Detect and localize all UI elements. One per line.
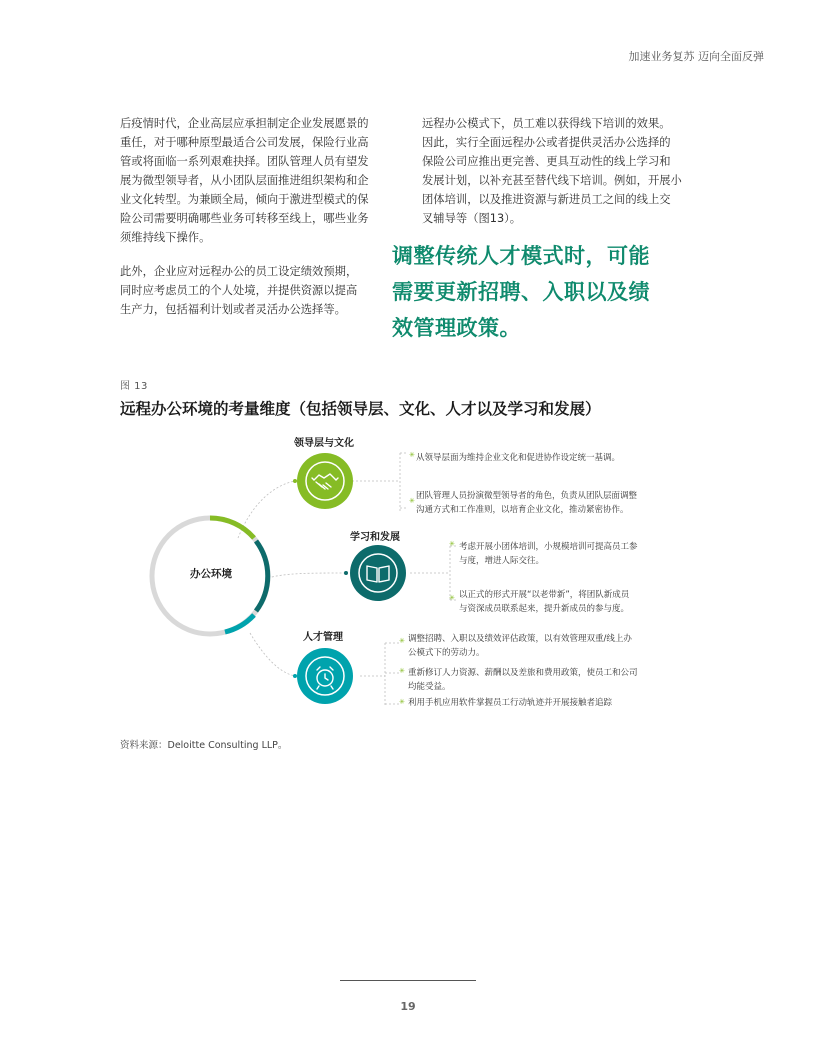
talent-note-3: 利用手机应用软件掌握员工行动轨迹并开展接触者追踪 xyxy=(408,698,613,708)
running-header: 加速业务复苏 迈向全面反弹 xyxy=(628,50,764,63)
svg-text:✳: ✳ xyxy=(449,594,455,602)
svg-text:✳: ✳ xyxy=(409,451,415,459)
talent-note-1: 调整招聘、入职以及绩效评估政策，以有效管理双重/线上办 公模式下的劳动力。 xyxy=(408,634,632,658)
dot-node-1 xyxy=(293,479,297,483)
svg-text:✳: ✳ xyxy=(399,637,405,645)
talent-management-label: 人才管理 xyxy=(303,632,343,643)
figure-title: 远程办公环境的考量维度（包括领导层、文化、人才以及学习和发展） xyxy=(120,400,601,418)
pull-quote: 调整传统人才模式时，可能 需要更新招聘、入职以及绩 效管理政策。 xyxy=(392,244,650,340)
remote-work-diagram xyxy=(110,428,710,728)
body-paragraph-left-2: 此外，企业应对远程办公的员工设定绩效预期， 同时应考虑员工的个人处境，并提供资源以提高 生产力，包括福利计划或者灵活办公选择等。 xyxy=(120,265,358,316)
leadership-culture-label: 领导层与文化 xyxy=(294,438,354,449)
ring-segment-green xyxy=(210,518,254,538)
leadership-note-2: 团队管理人员扮演微型领导者的角色，负责从团队层面调整 沟通方式和工作准则，以培育企业文化，推动紧密协作。 xyxy=(416,491,638,515)
dot-node-3 xyxy=(293,674,297,678)
svg-text:✳: ✳ xyxy=(409,497,415,505)
center-label: 办公环境 xyxy=(190,568,232,580)
dot-node-2 xyxy=(344,571,348,575)
footer-divider xyxy=(340,980,476,981)
leadership-note-1: 从领导层面为维持企业文化和促进协作设定统一基调。 xyxy=(416,453,621,463)
svg-text:✳: ✳ xyxy=(449,540,455,548)
ring-segment-teal-dark xyxy=(256,541,268,611)
page-number: 19 xyxy=(400,1000,416,1013)
body-paragraph-right: 远程办公模式下，员工难以获得线下培训的效果。 因此，实行全面远程办公或者提供灵活办公选择的 保险公司应推出更完善、更具互动性的线上学习和 发展计划，以补充甚至替代线下培训。例如，开展小 团体培训，以及推进资源与新进员工之间的线上交 叉辅导等（图13）。 xyxy=(422,117,682,225)
figure-label: 图 13 xyxy=(120,381,148,392)
talent-note-2: 重新修订人力资源、薪酬以及差旅和费用政策，使员工和公司 均能受益。 xyxy=(408,668,638,692)
figure-source: 资料来源：Deloitte Consulting LLP。 xyxy=(120,740,288,751)
learning-development-label: 学习和发展 xyxy=(350,532,400,543)
svg-text:✳: ✳ xyxy=(399,667,405,675)
learning-note-2: 以正式的形式开展“以老带新”，将团队新成员 与资深成员联系起来，提升新成员的参与度。 xyxy=(459,590,630,614)
learning-note-1: 考虑开展小团体培训，小规模培训可提高员工参 与度，增进人际交往。 xyxy=(459,542,638,566)
svg-text:✳: ✳ xyxy=(399,698,405,706)
body-paragraph-left-1: 后疫情时代，企业高层应承担制定企业发展愿景的 重任，对于哪种原型最适合公司发展，保险行业高 管或将面临一系列艰难抉择。团队管理人员有望发 展为微型领导者，从小团队层面推进组织架构和企 业文化转型。为兼顾全局，倾向于激进型模式的保 险公司需要明确哪些业务可转移至线上，哪些业务 须维持线下操作。 xyxy=(120,117,369,244)
